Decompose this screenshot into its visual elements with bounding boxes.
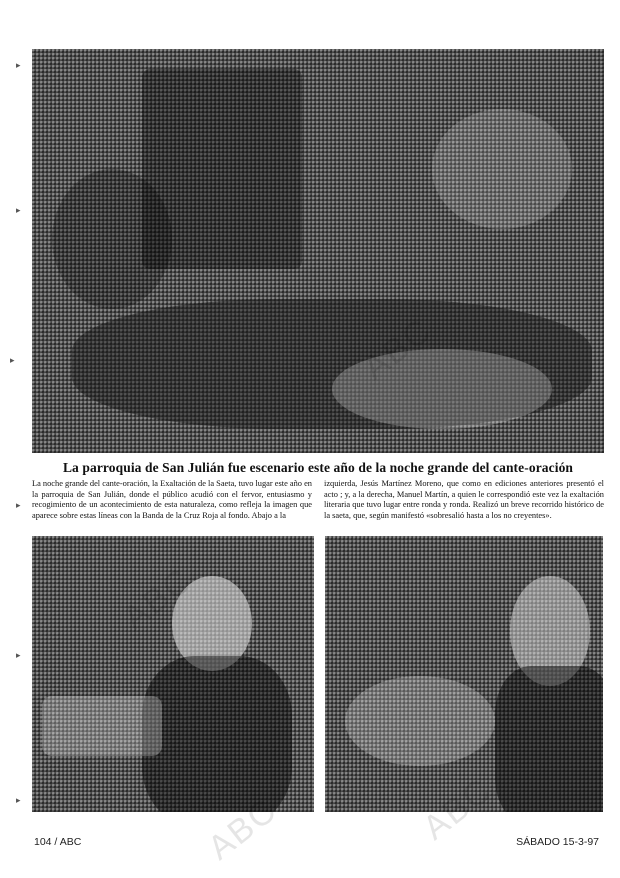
margin-mark: ▸ — [16, 500, 21, 510]
article-body-right: izquierda, Jesús Martínez Moreno, que como en ediciones anteriores presentó el acto ; y, a la derecha, Manuel Martín, a quien le correspondió este vez la exaltación literaria que tuvo lugar entre ronda y ronda. Realizó un breve recorrido histórico de la saeta, que, según manifestó «sobresalió hasta a los no creyentes». — [324, 479, 604, 520]
margin-mark: ▸ — [16, 795, 21, 805]
margin-mark: ▸ — [10, 355, 15, 365]
presenter-photo — [32, 536, 314, 812]
margin-mark: ▸ — [16, 205, 21, 215]
main-photo — [32, 49, 604, 453]
speaker-photo — [325, 536, 603, 812]
watermark: ABC — [201, 790, 285, 868]
margin-mark: ▸ — [16, 650, 21, 660]
margin-mark: ▸ — [16, 60, 21, 70]
page-number-section: 104 / ABC — [34, 836, 82, 848]
article-body-left: La noche grande del cante-oración, la Exaltación de la Saeta, tuvo lugar este año en la parroquia de San Julián, donde el público acudió con el fervor, entusiasmo y recogimiento de un acontecimiento de esta naturaleza, como refleja la imagen que aparece sobre estas líneas con la Banda de la Cruz Roja al fondo. Abajo a la — [32, 479, 312, 520]
issue-date: SÁBADO 15-3-97 — [516, 836, 599, 848]
article-headline: La parroquia de San Julián fue escenario este año de la noche grande del cante-oración — [62, 460, 574, 475]
